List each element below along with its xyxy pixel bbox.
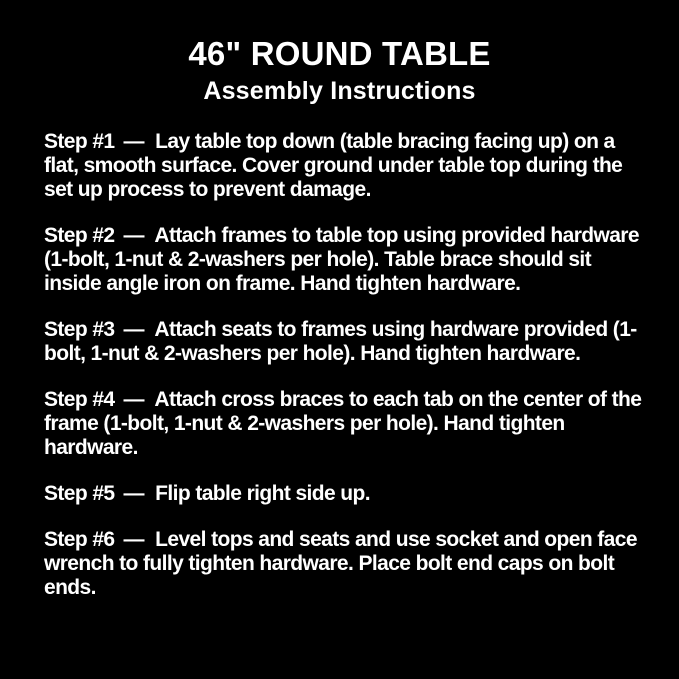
em-dash-separator: — <box>123 318 144 341</box>
em-dash-separator: — <box>123 224 144 247</box>
steps-list <box>44 130 649 600</box>
step-6-text: Level tops and seats and use socket and open face wrench to fully tighten hardware. Place bolt end caps on bolt ends. <box>44 528 637 599</box>
page-subtitle: Assembly Instructions <box>203 77 476 105</box>
step-6-label: Step #6 <box>44 528 115 551</box>
step-2 <box>44 224 649 296</box>
step-2-label: Step #2 <box>44 224 115 247</box>
em-dash-separator: — <box>123 528 144 551</box>
step-4 <box>44 388 649 460</box>
em-dash-separator: — <box>123 482 144 505</box>
step-3-text: Attach seats to frames using hardware provided (1-bolt, 1-nut & 2-washers per hole). Hand tighten hardware. <box>44 318 637 365</box>
step-5 <box>44 482 649 506</box>
step-6 <box>44 528 649 600</box>
page-header <box>44 34 635 106</box>
step-4-label: Step #4 <box>44 388 115 411</box>
step-3-label: Step #3 <box>44 318 115 341</box>
step-1 <box>44 130 649 202</box>
page-title: 46" ROUND TABLE <box>188 35 491 72</box>
step-5-text: Flip table right side up. <box>155 482 370 505</box>
em-dash-separator: — <box>123 388 144 411</box>
step-5-label: Step #5 <box>44 482 115 505</box>
step-4-text: Attach cross braces to each tab on the center of the frame (1-bolt, 1-nut & 2-washers per hole). Hand tighten hardware. <box>44 388 642 459</box>
step-1-text: Lay table top down (table bracing facing up) on a flat, smooth surface. Cover ground under table top during the set up process to prevent damage. <box>44 130 623 201</box>
step-3 <box>44 318 649 366</box>
step-2-text: Attach frames to table top using provided hardware (1-bolt, 1-nut & 2-washers per hole). Table brace should sit inside angle iron on frame. Hand tighten hardware. <box>44 224 639 295</box>
step-1-label: Step #1 <box>44 130 115 153</box>
em-dash-separator: — <box>123 130 144 153</box>
